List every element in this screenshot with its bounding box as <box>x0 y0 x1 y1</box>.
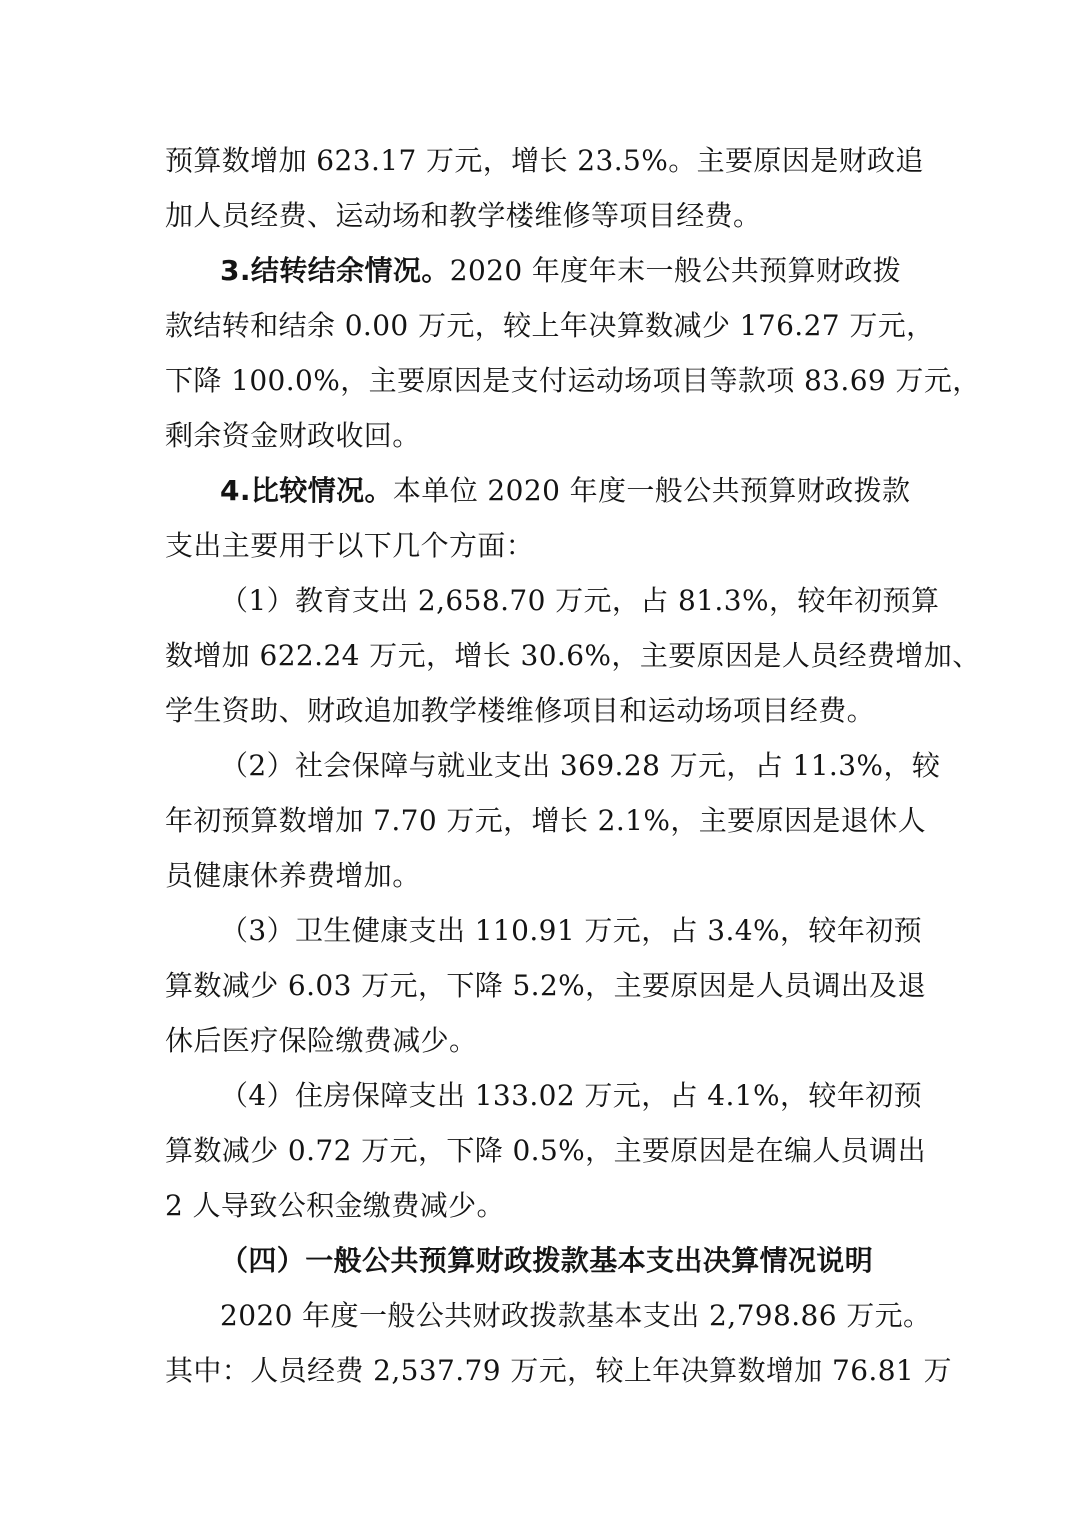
heading-comparison: 4.比较情况。 <box>220 474 393 507</box>
text-line: 其中：人员经费 2,537.79 万元，较上年决算数增加 76.81 万 <box>165 1354 952 1387</box>
text-line: 算数减少 6.03 万元，下降 5.2%，主要原因是人员调出及退 <box>165 969 926 1002</box>
text-line: 休后医疗保险缴费减少。 <box>165 1024 478 1057</box>
item-social-security: （2）社会保障与就业支出 369.28 万元，占 11.3%，较 <box>220 749 941 782</box>
item-health: （3）卫生健康支出 110.91 万元，占 3.4%，较年初预 <box>220 914 923 947</box>
text-line: 学生资助、财政追加教学楼维修项目和运动场项目经费。 <box>165 694 876 727</box>
text-line: 加人员经费、运动场和教学楼维修等项目经费。 <box>165 199 762 232</box>
item-housing: （4）住房保障支出 133.02 万元，占 4.1%，较年初预 <box>220 1079 923 1112</box>
section-heading: （四）一般公共预算财政拨款基本支出决算情况说明 <box>220 1244 874 1277</box>
heading-carryover: 3.结转结余情况。 <box>220 254 450 287</box>
text-line: 2 人导致公积金缴费减少。 <box>165 1189 505 1222</box>
text-line: 款结转和结余 0.00 万元，较上年决算数减少 176.27 万元， <box>165 309 935 342</box>
paragraph-carryover <box>220 254 901 288</box>
text-line: 员健康休养费增加。 <box>165 859 421 892</box>
item-education: （1）教育支出 2,658.70 万元，占 81.3%，较年初预算 <box>220 584 940 617</box>
text-line: 预算数增加 623.17 万元，增长 23.5%。主要原因是财政追 <box>165 144 924 177</box>
text-line: 下降 100.0%，主要原因是支付运动场项目等款项 83.69 万元， <box>165 364 981 397</box>
paragraph-comparison <box>220 474 910 508</box>
text-line: 剩余资金财政收回。 <box>165 419 421 452</box>
text-line: 2020 年度一般公共财政拨款基本支出 2,798.86 万元。 <box>220 1299 932 1332</box>
text-line: 2020 年度年末一般公共预算财政拨 <box>449 254 902 287</box>
text-line: 本单位 2020 年度一般公共预算财政拨款 <box>392 474 911 507</box>
text-line: 支出主要用于以下几个方面： <box>165 529 535 562</box>
text-line: 数增加 622.24 万元，增长 30.6%，主要原因是人员经费增加、 <box>165 639 981 672</box>
text-line: 年初预算数增加 7.70 万元，增长 2.1%，主要原因是退休人 <box>165 804 926 837</box>
text-line: 算数减少 0.72 万元，下降 0.5%，主要原因是在编人员调出 <box>165 1134 926 1167</box>
